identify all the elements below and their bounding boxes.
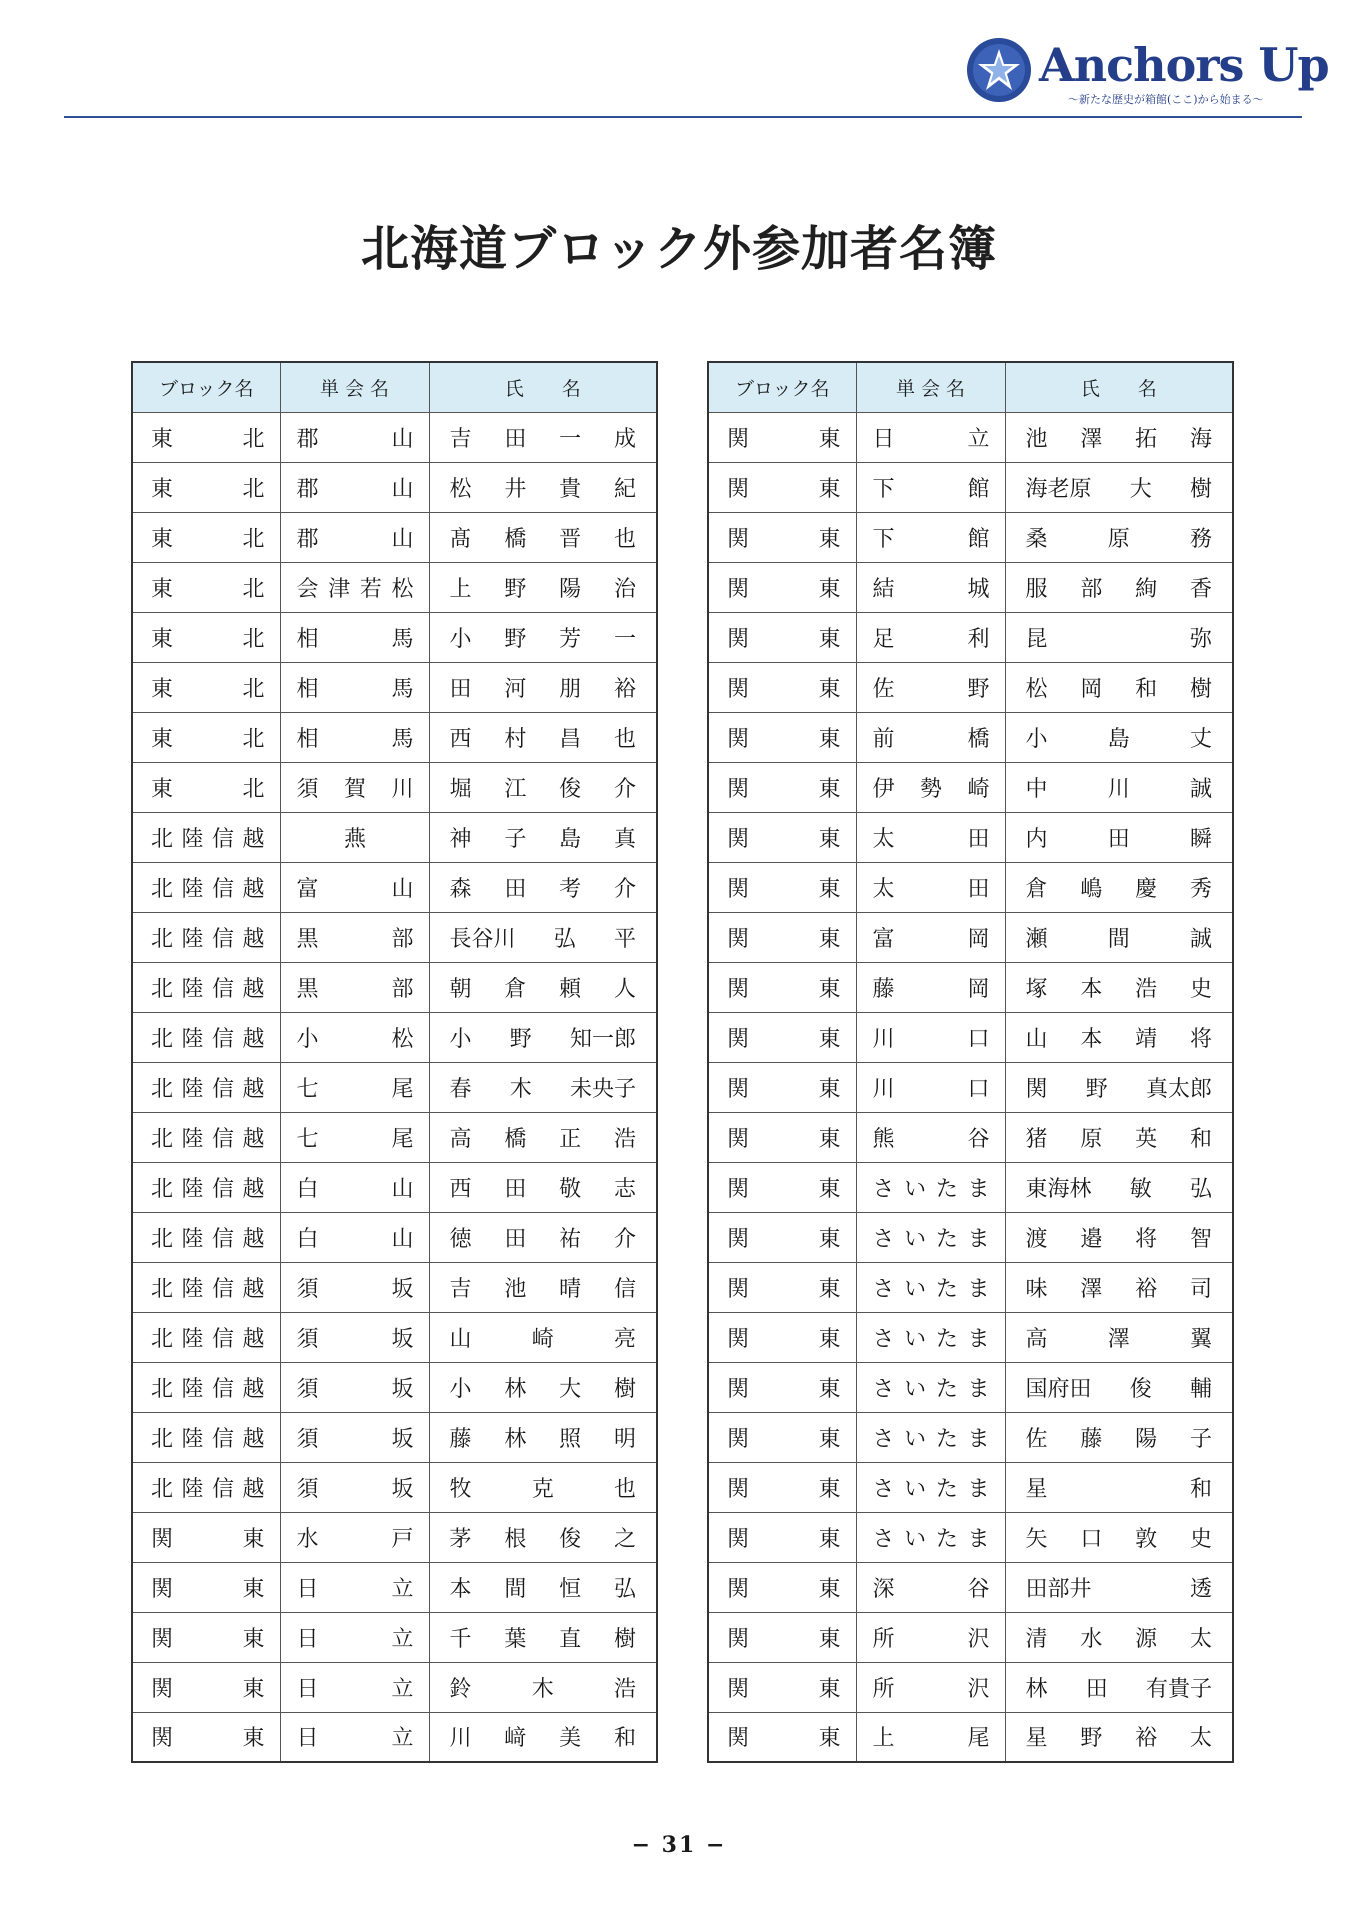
club-cell: 須 坂 (280, 1262, 429, 1312)
block-cell: 関 東 (708, 512, 856, 562)
name-cell: 徳 田 祐 介 (429, 1212, 657, 1262)
block-cell: 北 陸 信 越 (132, 1312, 280, 1362)
name-cell: 東海林 敏 弘 (1005, 1162, 1233, 1212)
table-row (132, 612, 657, 662)
block-cell: 東 北 (132, 462, 280, 512)
club-cell: 白 山 (280, 1212, 429, 1262)
table-row (132, 412, 657, 462)
block-cell: 関 東 (708, 1212, 856, 1262)
table-row (708, 962, 1233, 1012)
header-divider (64, 116, 1302, 118)
table-row (132, 1112, 657, 1162)
block-cell: 関 東 (708, 1512, 856, 1562)
name-cell: 田部井 透 (1005, 1562, 1233, 1612)
club-cell: 会 津 若 松 (280, 562, 429, 612)
block-cell: 関 東 (132, 1712, 280, 1762)
block-cell: 関 東 (708, 412, 856, 462)
table-row (132, 1262, 657, 1312)
table-row (132, 862, 657, 912)
block-cell: 北 陸 信 越 (132, 1412, 280, 1462)
table-header-row (708, 362, 1233, 412)
block-cell: 関 東 (708, 662, 856, 712)
name-cell: 味 澤 裕 司 (1005, 1262, 1233, 1312)
table-row (132, 1312, 657, 1362)
table-row (708, 562, 1233, 612)
block-cell: 関 東 (708, 762, 856, 812)
block-cell: 関 東 (708, 1462, 856, 1512)
club-cell: 須 坂 (280, 1362, 429, 1412)
name-cell: 鈴 木 浩 (429, 1662, 657, 1712)
club-cell: 足 利 (856, 612, 1005, 662)
table-row (708, 1362, 1233, 1412)
club-cell: 富 岡 (856, 912, 1005, 962)
name-cell: 田 河 朋 裕 (429, 662, 657, 712)
block-cell: 関 東 (708, 1312, 856, 1362)
name-cell: 上 野 陽 治 (429, 562, 657, 612)
page-number: − 31 − (631, 1832, 727, 1858)
table-row (132, 462, 657, 512)
club-cell: 結 城 (856, 562, 1005, 612)
table-row (708, 1412, 1233, 1462)
club-cell: 佐 野 (856, 662, 1005, 712)
table-row (708, 1262, 1233, 1312)
participant-table-right (707, 361, 1234, 1763)
header-club: 単 会 名 (856, 362, 1005, 412)
logo-title: Anchors Up (1039, 38, 1329, 92)
block-cell: 関 東 (708, 462, 856, 512)
name-cell: 池 澤 拓 海 (1005, 412, 1233, 462)
club-cell: 相 馬 (280, 662, 429, 712)
block-cell: 東 北 (132, 512, 280, 562)
club-cell: 深 谷 (856, 1562, 1005, 1612)
club-cell: 須 坂 (280, 1312, 429, 1362)
name-cell: 春 木 未央子 (429, 1062, 657, 1112)
name-cell: 山 崎 亮 (429, 1312, 657, 1362)
table-row (708, 1212, 1233, 1262)
block-cell: 東 北 (132, 712, 280, 762)
name-cell: 林 田 有貴子 (1005, 1662, 1233, 1712)
table-row (708, 612, 1233, 662)
header-name: 氏 名 (429, 362, 657, 412)
name-cell: 中 川 誠 (1005, 762, 1233, 812)
name-cell: 内 田 瞬 (1005, 812, 1233, 862)
name-cell: 星 和 (1005, 1462, 1233, 1512)
table-row (708, 862, 1233, 912)
name-cell: 吉 池 晴 信 (429, 1262, 657, 1312)
block-cell: 北 陸 信 越 (132, 1362, 280, 1412)
block-cell: 関 東 (708, 1262, 856, 1312)
club-cell: 熊 谷 (856, 1112, 1005, 1162)
table-row (132, 1162, 657, 1212)
table-row (132, 912, 657, 962)
table-row (132, 1562, 657, 1612)
block-cell: 北 陸 信 越 (132, 1162, 280, 1212)
club-cell: さ い た ま (856, 1262, 1005, 1312)
block-cell: 関 東 (708, 962, 856, 1012)
block-cell: 東 北 (132, 612, 280, 662)
club-cell: 藤 岡 (856, 962, 1005, 1012)
table-row (132, 962, 657, 1012)
name-cell: 千 葉 直 樹 (429, 1612, 657, 1662)
ship-wheel-star-icon (966, 37, 1032, 103)
name-cell: 星 野 裕 太 (1005, 1712, 1233, 1762)
club-cell: 伊 勢 崎 (856, 762, 1005, 812)
name-cell: 藤 林 照 明 (429, 1412, 657, 1462)
club-cell: さ い た ま (856, 1312, 1005, 1362)
table-header-row (132, 362, 657, 412)
block-cell: 関 東 (708, 812, 856, 862)
club-cell: 富 山 (280, 862, 429, 912)
club-cell: 郡 山 (280, 512, 429, 562)
name-cell: 吉 田 一 成 (429, 412, 657, 462)
table-row (132, 1012, 657, 1062)
name-cell: 清 水 源 太 (1005, 1612, 1233, 1662)
club-cell: さ い た ま (856, 1512, 1005, 1562)
table-row (132, 1362, 657, 1412)
table-row (132, 662, 657, 712)
name-cell: 髙 橋 晋 也 (429, 512, 657, 562)
block-cell: 北 陸 信 越 (132, 912, 280, 962)
name-cell: 小 林 大 樹 (429, 1362, 657, 1412)
name-cell: 松 井 貴 紀 (429, 462, 657, 512)
club-cell: 相 馬 (280, 712, 429, 762)
block-cell: 関 東 (708, 1112, 856, 1162)
page-title: 北海道ブロック外参加者名簿 (360, 221, 998, 277)
name-cell: 猪 原 英 和 (1005, 1112, 1233, 1162)
block-cell: 関 東 (708, 1562, 856, 1612)
block-cell: 東 北 (132, 762, 280, 812)
name-cell: 西 田 敬 志 (429, 1162, 657, 1212)
block-cell: 関 東 (708, 1662, 856, 1712)
header-name: 氏 名 (1005, 362, 1233, 412)
block-cell: 関 東 (708, 612, 856, 662)
block-cell: 東 北 (132, 562, 280, 612)
block-cell: 北 陸 信 越 (132, 962, 280, 1012)
name-cell: 塚 本 浩 史 (1005, 962, 1233, 1012)
club-cell: さ い た ま (856, 1362, 1005, 1412)
club-cell: 日 立 (280, 1712, 429, 1762)
club-cell: 水 戸 (280, 1512, 429, 1562)
club-cell: 白 山 (280, 1162, 429, 1212)
table-row (708, 412, 1233, 462)
name-cell: 朝 倉 頼 人 (429, 962, 657, 1012)
name-cell: 小 島 丈 (1005, 712, 1233, 762)
table-row (708, 1112, 1233, 1162)
block-cell: 北 陸 信 越 (132, 1462, 280, 1512)
name-cell: 国府田 俊 輔 (1005, 1362, 1233, 1412)
block-cell: 北 陸 信 越 (132, 862, 280, 912)
block-cell: 関 東 (132, 1612, 280, 1662)
name-cell: 山 本 靖 将 (1005, 1012, 1233, 1062)
table-row (132, 1412, 657, 1462)
club-cell: 前 橋 (856, 712, 1005, 762)
club-cell: 太 田 (856, 862, 1005, 912)
name-cell: 森 田 考 介 (429, 862, 657, 912)
block-cell: 関 東 (708, 1062, 856, 1112)
name-cell: 昆 弥 (1005, 612, 1233, 662)
name-cell: 関 野 真太郎 (1005, 1062, 1233, 1112)
name-cell: 桑 原 務 (1005, 512, 1233, 562)
club-cell: 小 松 (280, 1012, 429, 1062)
table-row (132, 1062, 657, 1112)
club-cell: 川 口 (856, 1062, 1005, 1112)
table-row (708, 1562, 1233, 1612)
table-row (132, 1662, 657, 1712)
block-cell: 関 東 (708, 912, 856, 962)
table-row (708, 912, 1233, 962)
club-cell: 所 沢 (856, 1612, 1005, 1662)
club-cell: 下 館 (856, 512, 1005, 562)
club-cell: 黒 部 (280, 912, 429, 962)
club-cell: 須 賀 川 (280, 762, 429, 812)
table-row (132, 812, 657, 862)
club-cell: 七 尾 (280, 1062, 429, 1112)
table-row (708, 712, 1233, 762)
table-row (708, 1012, 1233, 1062)
block-cell: 関 東 (708, 1012, 856, 1062)
name-cell: 小 野 芳 一 (429, 612, 657, 662)
table-row (708, 462, 1233, 512)
club-cell: 七 尾 (280, 1112, 429, 1162)
table-row (708, 812, 1233, 862)
block-cell: 関 東 (708, 1412, 856, 1462)
table-row (132, 712, 657, 762)
block-cell: 関 東 (708, 1612, 856, 1662)
block-cell: 北 陸 信 越 (132, 1262, 280, 1312)
participant-table-left (131, 361, 658, 1763)
club-cell: 太 田 (856, 812, 1005, 862)
header-block: ブロック名 (708, 362, 856, 412)
table-row (132, 1612, 657, 1662)
table-row (132, 1512, 657, 1562)
block-cell: 関 東 (708, 862, 856, 912)
name-cell: 矢 口 敦 史 (1005, 1512, 1233, 1562)
name-cell: 倉 嶋 慶 秀 (1005, 862, 1233, 912)
club-cell: 郡 山 (280, 412, 429, 462)
table-row (708, 1512, 1233, 1562)
block-cell: 東 北 (132, 662, 280, 712)
club-cell: 日 立 (280, 1562, 429, 1612)
name-cell: 小 野 知一郎 (429, 1012, 657, 1062)
club-cell: さ い た ま (856, 1162, 1005, 1212)
block-cell: 関 東 (132, 1512, 280, 1562)
club-cell: 上 尾 (856, 1712, 1005, 1762)
table-row (708, 662, 1233, 712)
table-row (708, 762, 1233, 812)
club-cell: 日 立 (280, 1662, 429, 1712)
club-cell: 郡 山 (280, 462, 429, 512)
club-cell: 相 馬 (280, 612, 429, 662)
block-cell: 北 陸 信 越 (132, 1212, 280, 1262)
club-cell: 下 館 (856, 462, 1005, 512)
block-cell: 関 東 (132, 1562, 280, 1612)
table-row (708, 1712, 1233, 1762)
name-cell: 高 澤 翼 (1005, 1312, 1233, 1362)
block-cell: 北 陸 信 越 (132, 1012, 280, 1062)
name-cell: 川 﨑 美 和 (429, 1712, 657, 1762)
table-row (132, 762, 657, 812)
block-cell: 北 陸 信 越 (132, 812, 280, 862)
table-row (708, 1462, 1233, 1512)
club-cell: さ い た ま (856, 1412, 1005, 1462)
club-cell: 黒 部 (280, 962, 429, 1012)
table-row (708, 1612, 1233, 1662)
block-cell: 東 北 (132, 412, 280, 462)
block-cell: 関 東 (708, 712, 856, 762)
table-row (708, 1062, 1233, 1112)
block-cell: 関 東 (708, 1362, 856, 1412)
club-cell: 燕 (280, 812, 429, 862)
header-block: ブロック名 (132, 362, 280, 412)
table-row (708, 512, 1233, 562)
table-row (132, 1712, 657, 1762)
name-cell: 西 村 昌 也 (429, 712, 657, 762)
table-row (708, 1312, 1233, 1362)
block-cell: 関 東 (708, 562, 856, 612)
table-row (132, 1462, 657, 1512)
name-cell: 茅 根 俊 之 (429, 1512, 657, 1562)
club-cell: 須 坂 (280, 1462, 429, 1512)
table-row (708, 1162, 1233, 1212)
club-cell: 日 立 (280, 1612, 429, 1662)
club-cell: 須 坂 (280, 1412, 429, 1462)
name-cell: 本 間 恒 弘 (429, 1562, 657, 1612)
name-cell: 神 子 島 真 (429, 812, 657, 862)
club-cell: 日 立 (856, 412, 1005, 462)
block-cell: 関 東 (132, 1662, 280, 1712)
block-cell: 北 陸 信 越 (132, 1112, 280, 1162)
header-club: 単 会 名 (280, 362, 429, 412)
club-cell: さ い た ま (856, 1212, 1005, 1262)
header-logo (966, 34, 1329, 114)
block-cell: 関 東 (708, 1712, 856, 1762)
table-row (132, 562, 657, 612)
name-cell: 牧 克 也 (429, 1462, 657, 1512)
logo-subtitle: 〜新たな歴史が箱館(ここ)から始まる〜 (1068, 93, 1264, 106)
table-row (708, 1662, 1233, 1712)
name-cell: 高 橋 正 浩 (429, 1112, 657, 1162)
club-cell: さ い た ま (856, 1462, 1005, 1512)
name-cell: 堀 江 俊 介 (429, 762, 657, 812)
name-cell: 渡 邉 将 智 (1005, 1212, 1233, 1262)
club-cell: 所 沢 (856, 1662, 1005, 1712)
name-cell: 長谷川 弘 平 (429, 912, 657, 962)
table-row (132, 1212, 657, 1262)
block-cell: 関 東 (708, 1162, 856, 1212)
name-cell: 海老原 大 樹 (1005, 462, 1233, 512)
name-cell: 服 部 絢 香 (1005, 562, 1233, 612)
name-cell: 松 岡 和 樹 (1005, 662, 1233, 712)
table-row (132, 512, 657, 562)
block-cell: 北 陸 信 越 (132, 1062, 280, 1112)
name-cell: 瀬 間 誠 (1005, 912, 1233, 962)
club-cell: 川 口 (856, 1012, 1005, 1062)
name-cell: 佐 藤 陽 子 (1005, 1412, 1233, 1462)
